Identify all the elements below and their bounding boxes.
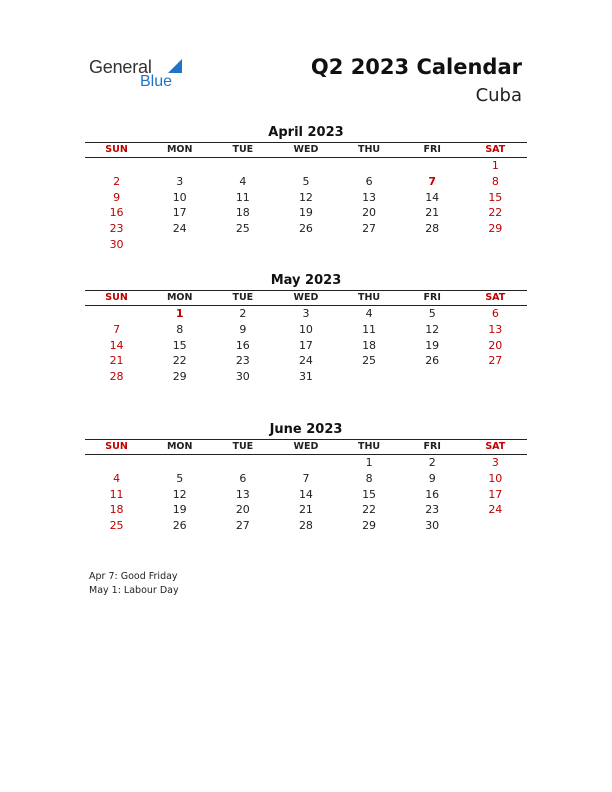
weekday-header-row bbox=[85, 439, 527, 455]
empty-day-cell bbox=[274, 237, 337, 253]
generalblue-logo bbox=[89, 56, 199, 96]
week-row bbox=[85, 353, 527, 369]
day-cell: 18 bbox=[362, 338, 377, 352]
day-cell: 21 bbox=[109, 354, 124, 368]
week-row bbox=[85, 455, 527, 471]
day-cell: 17 bbox=[298, 338, 313, 352]
empty-day-cell bbox=[148, 237, 211, 253]
day-cell: 30 bbox=[235, 370, 250, 384]
day-cell: 7 bbox=[428, 174, 437, 188]
weekday-header: TUE bbox=[232, 292, 254, 303]
day-cell: 24 bbox=[488, 503, 503, 517]
weekday-header: THU bbox=[357, 144, 381, 155]
day-cell: 17 bbox=[488, 487, 503, 501]
day-cell: 22 bbox=[488, 206, 503, 220]
day-cell: 24 bbox=[298, 354, 313, 368]
day-cell: 8 bbox=[491, 174, 499, 188]
day-cell: 1 bbox=[491, 159, 499, 172]
month-title: May 2023 bbox=[270, 273, 342, 288]
day-cell: 4 bbox=[365, 307, 373, 320]
day-cell: 15 bbox=[172, 338, 187, 352]
day-cell: 23 bbox=[109, 222, 124, 236]
empty-day-cell bbox=[338, 158, 401, 174]
day-cell: 27 bbox=[488, 354, 503, 368]
day-cell: 14 bbox=[425, 190, 440, 204]
logo-text-general: General bbox=[89, 57, 152, 77]
day-cell: 25 bbox=[362, 354, 377, 368]
day-cell: 6 bbox=[365, 174, 373, 188]
empty-day-cell bbox=[338, 237, 401, 253]
day-cell: 19 bbox=[172, 503, 187, 517]
empty-day-cell bbox=[338, 369, 401, 385]
weekday-header-row bbox=[85, 142, 527, 158]
day-cell: 2 bbox=[428, 456, 436, 469]
week-row bbox=[85, 322, 527, 338]
day-cell: 18 bbox=[109, 503, 124, 517]
day-cell: 6 bbox=[239, 471, 247, 485]
empty-day-cell bbox=[211, 455, 274, 471]
week-row bbox=[85, 518, 527, 534]
day-cell: 1 bbox=[365, 456, 373, 469]
weekday-header: MON bbox=[166, 144, 193, 155]
week-row bbox=[85, 306, 527, 322]
empty-day-cell bbox=[401, 369, 464, 385]
day-cell: 20 bbox=[362, 206, 377, 220]
day-cell: 12 bbox=[172, 487, 187, 501]
weekday-header-row bbox=[85, 290, 527, 306]
day-cell: 14 bbox=[109, 338, 124, 352]
day-cell: 9 bbox=[113, 190, 121, 204]
empty-day-cell bbox=[401, 158, 464, 174]
day-cell: 3 bbox=[491, 456, 499, 469]
day-cell: 22 bbox=[362, 503, 377, 517]
week-row bbox=[85, 369, 527, 385]
week-row bbox=[85, 237, 527, 253]
day-cell: 2 bbox=[239, 307, 247, 320]
day-cell: 21 bbox=[425, 206, 440, 220]
day-cell: 9 bbox=[428, 471, 436, 485]
empty-day-cell bbox=[401, 237, 464, 253]
day-cell: 13 bbox=[488, 322, 503, 336]
weekday-header: WED bbox=[293, 292, 319, 303]
day-cell: 16 bbox=[235, 338, 250, 352]
day-cell: 23 bbox=[235, 354, 250, 368]
weekday-header: SUN bbox=[105, 292, 128, 303]
day-cell: 26 bbox=[298, 222, 313, 236]
week-row bbox=[85, 471, 527, 487]
holiday-notes bbox=[89, 570, 179, 598]
day-cell: 26 bbox=[172, 519, 187, 533]
weekday-header: SUN bbox=[105, 441, 128, 452]
day-cell: 13 bbox=[235, 487, 250, 501]
day-cell: 6 bbox=[491, 307, 499, 320]
day-cell: 20 bbox=[488, 338, 503, 352]
day-cell: 27 bbox=[362, 222, 377, 236]
day-cell: 29 bbox=[172, 370, 187, 384]
day-cell: 16 bbox=[109, 206, 124, 220]
month-april bbox=[85, 124, 527, 253]
day-cell: 4 bbox=[113, 471, 121, 485]
empty-day-cell bbox=[211, 237, 274, 253]
week-row bbox=[85, 174, 527, 190]
day-cell: 29 bbox=[488, 222, 503, 236]
weekday-header: SAT bbox=[485, 292, 506, 303]
week-row bbox=[85, 221, 527, 237]
logo-triangle-icon bbox=[168, 59, 182, 73]
day-cell: 17 bbox=[172, 206, 187, 220]
month-title: April 2023 bbox=[268, 125, 344, 140]
day-cell: 30 bbox=[425, 519, 440, 533]
weekday-header: THU bbox=[357, 292, 381, 303]
day-cell: 15 bbox=[488, 190, 503, 204]
day-cell: 12 bbox=[425, 322, 440, 336]
weekday-header: WED bbox=[293, 441, 319, 452]
day-cell: 7 bbox=[302, 471, 310, 485]
day-cell: 28 bbox=[109, 370, 124, 384]
day-cell: 31 bbox=[298, 370, 313, 384]
weekday-header: TUE bbox=[232, 441, 254, 452]
weekday-header: FRI bbox=[423, 441, 441, 452]
week-row bbox=[85, 158, 527, 174]
weekday-header: WED bbox=[293, 144, 319, 155]
day-cell: 28 bbox=[425, 222, 440, 236]
day-cell: 3 bbox=[176, 174, 184, 188]
weekday-header: THU bbox=[357, 441, 381, 452]
day-cell: 11 bbox=[362, 322, 377, 336]
day-cell: 13 bbox=[362, 190, 377, 204]
day-cell: 27 bbox=[235, 519, 250, 533]
country-name: Cuba bbox=[475, 85, 522, 106]
day-cell: 28 bbox=[298, 519, 313, 533]
day-cell: 10 bbox=[172, 190, 187, 204]
day-cell: 25 bbox=[109, 519, 124, 533]
logo-text-blue: Blue bbox=[140, 73, 173, 90]
week-row bbox=[85, 502, 527, 518]
week-row bbox=[85, 487, 527, 503]
day-cell: 2 bbox=[113, 174, 121, 188]
day-cell: 3 bbox=[302, 307, 310, 320]
day-cell: 14 bbox=[298, 487, 313, 501]
weekday-header: TUE bbox=[232, 144, 254, 155]
day-cell: 21 bbox=[298, 503, 313, 517]
empty-day-cell bbox=[274, 158, 337, 174]
month-june bbox=[85, 421, 527, 534]
holiday-note: Apr 7: Good Friday bbox=[89, 571, 178, 582]
day-cell: 9 bbox=[239, 322, 247, 336]
day-cell: 19 bbox=[425, 338, 440, 352]
weekday-header: SUN bbox=[105, 144, 128, 155]
day-cell: 8 bbox=[365, 471, 373, 485]
day-cell: 19 bbox=[298, 206, 313, 220]
day-cell: 20 bbox=[235, 503, 250, 517]
weekday-header: FRI bbox=[423, 144, 441, 155]
week-row bbox=[85, 338, 527, 354]
page-title: Q2 2023 Calendar bbox=[310, 55, 522, 79]
day-cell: 11 bbox=[235, 190, 250, 204]
weekday-header: MON bbox=[166, 292, 193, 303]
day-cell: 25 bbox=[235, 222, 250, 236]
empty-day-cell bbox=[148, 158, 211, 174]
day-cell: 30 bbox=[109, 237, 124, 251]
day-cell: 16 bbox=[425, 487, 440, 501]
day-cell: 26 bbox=[425, 354, 440, 368]
day-cell: 5 bbox=[428, 307, 436, 320]
day-cell: 7 bbox=[113, 322, 121, 336]
day-cell: 10 bbox=[298, 322, 313, 336]
day-cell: 23 bbox=[425, 503, 440, 517]
day-cell: 29 bbox=[362, 519, 377, 533]
day-cell: 12 bbox=[298, 190, 313, 204]
day-cell: 24 bbox=[172, 222, 187, 236]
empty-day-cell bbox=[464, 237, 527, 253]
day-cell: 1 bbox=[175, 307, 184, 320]
empty-day-cell bbox=[464, 518, 527, 534]
weekday-header: FRI bbox=[423, 292, 441, 303]
empty-day-cell bbox=[274, 455, 337, 471]
month-may bbox=[85, 272, 527, 385]
day-cell: 22 bbox=[172, 354, 187, 368]
empty-day-cell bbox=[85, 306, 148, 322]
day-cell: 8 bbox=[176, 322, 184, 336]
empty-day-cell bbox=[464, 369, 527, 385]
weekday-header: SAT bbox=[485, 144, 506, 155]
empty-day-cell bbox=[85, 455, 148, 471]
day-cell: 5 bbox=[302, 174, 310, 188]
day-cell: 5 bbox=[176, 471, 184, 485]
weekday-header: SAT bbox=[485, 441, 506, 452]
day-cell: 15 bbox=[362, 487, 377, 501]
month-title: June 2023 bbox=[269, 422, 343, 437]
empty-day-cell bbox=[148, 455, 211, 471]
day-cell: 11 bbox=[109, 487, 124, 501]
day-cell: 4 bbox=[239, 174, 247, 188]
day-cell: 18 bbox=[235, 206, 250, 220]
empty-day-cell bbox=[211, 158, 274, 174]
weekday-header: MON bbox=[166, 441, 193, 452]
holiday-note: May 1: Labour Day bbox=[89, 585, 179, 596]
empty-day-cell bbox=[85, 158, 148, 174]
day-cell: 10 bbox=[488, 471, 503, 485]
week-row bbox=[85, 190, 527, 206]
week-row bbox=[85, 205, 527, 221]
